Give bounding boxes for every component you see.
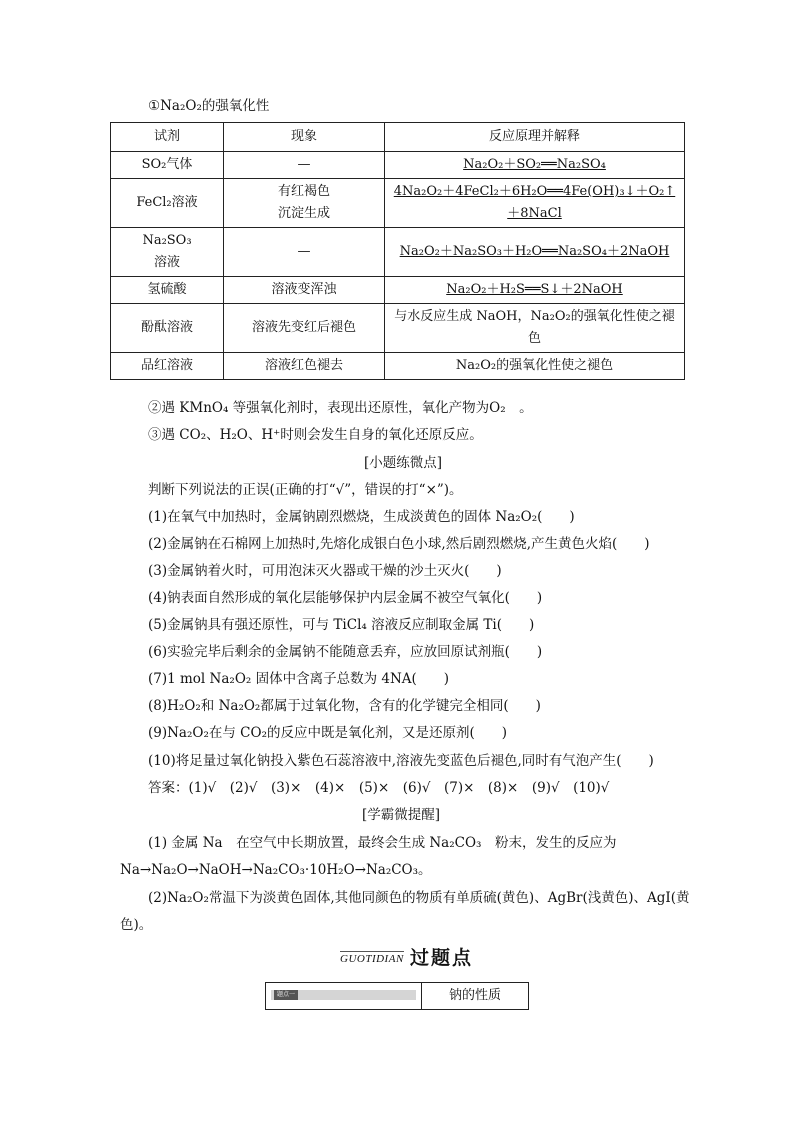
list-item: (8)H₂O₂和 Na₂O₂都属于过氧化物，含有的化学键完全相同( ): [148, 698, 541, 714]
table-header-row: [111, 123, 685, 152]
cell-reagent: 品红溶液: [111, 353, 224, 380]
cell-reagent: SO₂气体: [111, 152, 224, 179]
cell-principle: [385, 304, 685, 353]
equation-line-1: 4Na₂O₂＋4FeCl₂＋6H₂O══4Fe(OH)₃↓＋O₂↑: [393, 184, 676, 199]
table-row: [111, 152, 685, 179]
cell-principle: [385, 179, 685, 228]
answers: 答案：(1)√ (2)√ (3)× (4)× (5)× (6)√ (7)× (8)× (9)√ (10)√: [148, 780, 610, 796]
list-item: (1)在氧气中加热时，金属钠剧烈燃烧，生成淡黄色的固体 Na₂O₂( ): [148, 509, 575, 525]
cell-reagent: [111, 228, 224, 277]
principle-line-1: 与水反应生成 NaOH，Na₂O₂的强氧化性使之褪: [394, 309, 675, 324]
section-heading: ①Na₂O₂的强氧化性: [148, 98, 270, 114]
table-row: [111, 228, 685, 277]
banner-pinyin: GUOTIDIAN: [340, 953, 404, 965]
practice-intro: 判断下列说法的正误(正确的打“√”，错误的打“×”)。: [148, 482, 463, 498]
equation: Na₂O₂＋SO₂══Na₂SO₄: [463, 157, 606, 172]
reagent-line-2: 溶液: [153, 255, 180, 270]
table-row: [111, 353, 685, 380]
list-item: (2)金属钠在石棉网上加热时,先熔化成银白色小球,然后剧烈燃烧,产生黄色火焰( ): [148, 536, 650, 552]
practice-title: [小题练微点]: [364, 455, 443, 471]
cell-principle: [385, 228, 685, 277]
topic-title: 钠的性质: [448, 988, 501, 1003]
list-item: (4)钠表面自然形成的氧化层能够保护内层金属不被空气氧化( ): [148, 590, 543, 606]
reminder-2-line-2: 色)。: [120, 917, 153, 933]
table-row: [111, 179, 685, 228]
cell-reagent: 氢硫酸: [111, 277, 224, 304]
phenomenon-line-1: 有红褐色: [277, 184, 330, 199]
cell-phenomenon: 溶液变浑浊: [224, 277, 385, 304]
cell-phenomenon: —: [224, 228, 385, 277]
cell-phenomenon: 溶液先变红后褪色: [224, 304, 385, 353]
list-item: (9)Na₂O₂在与 CO₂的反应中既是氧化剂，又是还原剂( ): [148, 725, 508, 741]
table-row: [111, 277, 685, 304]
cell-phenomenon: [224, 179, 385, 228]
equation-line-2: ＋8NaCl: [507, 206, 562, 221]
cell-principle: [385, 277, 685, 304]
reaction-table: [110, 122, 685, 380]
header-reagent: 试剂: [111, 123, 224, 152]
equation: Na₂O₂＋H₂S══S↓＋2NaOH: [446, 282, 623, 297]
topic-box-tag-area: [266, 983, 422, 1009]
header-principle: 反应原理并解释: [385, 123, 685, 152]
note-3: ③遇 CO₂、H₂O、H⁺时则会发生自身的氧化还原反应。: [148, 427, 483, 443]
list-item: (5)金属钠具有强还原性，可与 TiCl₄ 溶液反应制取金属 Ti( ): [148, 617, 535, 633]
list-item: (3)金属钠着火时，可用泡沫灭火器或干燥的沙土灭火( ): [148, 563, 502, 579]
principle-line-2: 色: [527, 331, 541, 346]
banner-title: 过题点: [410, 947, 474, 969]
table-row: [111, 304, 685, 353]
reminder-1-line-1: (1) 金属 Na 在空气中长期放置，最终会生成 Na₂CO₃ 粉末，发生的反应为: [148, 835, 617, 851]
topic-tag: 题点一: [274, 990, 298, 1000]
list-item: (10)将足量过氧化钠投入紫色石蕊溶液中,溶液先变蓝色后褪色,同时有气泡产生( ): [148, 753, 654, 769]
cell-phenomenon: 溶液红色褪去: [224, 353, 385, 380]
list-item: (7)1 mol Na₂O₂ 固体中含离子总数为 4NA( ): [148, 671, 450, 687]
note-2: ②遇 KMnO₄ 等强氧化剂时，表现出还原性，氧化产物为O₂ 。: [148, 400, 533, 416]
reminder-1-line-2: Na→Na₂O→NaOH→Na₂CO₃·10H₂O→Na₂CO₃。: [120, 862, 432, 878]
reagent-line-1: Na₂SO₃: [142, 233, 192, 248]
section-banner: [340, 943, 483, 969]
list-item: (6)实验完毕后剩余的金属钠不能随意丢弃，应放回原试剂瓶( ): [148, 644, 543, 660]
phenomenon-line-2: 沉淀生成: [277, 206, 330, 221]
cell-reagent: FeCl₂溶液: [111, 179, 224, 228]
cell-phenomenon: —: [224, 152, 385, 179]
reminder-2-line-1: (2)Na₂O₂常温下为淡黄色固体,其他同颜色的物质有单质硫(黄色)、AgBr(浅黄色)、AgI(黄: [148, 890, 690, 906]
cell-reagent: 酚酞溶液: [111, 304, 224, 353]
equation: Na₂O₂＋Na₂SO₃＋H₂O══Na₂SO₄＋2NaOH: [399, 244, 670, 259]
header-phenomenon: 现象: [224, 123, 385, 152]
cell-principle: [385, 152, 685, 179]
cell-principle: Na₂O₂的强氧化性使之褪色: [385, 353, 685, 380]
reminder-title: [学霸微提醒]: [362, 807, 441, 823]
topic-box: [265, 982, 529, 1010]
